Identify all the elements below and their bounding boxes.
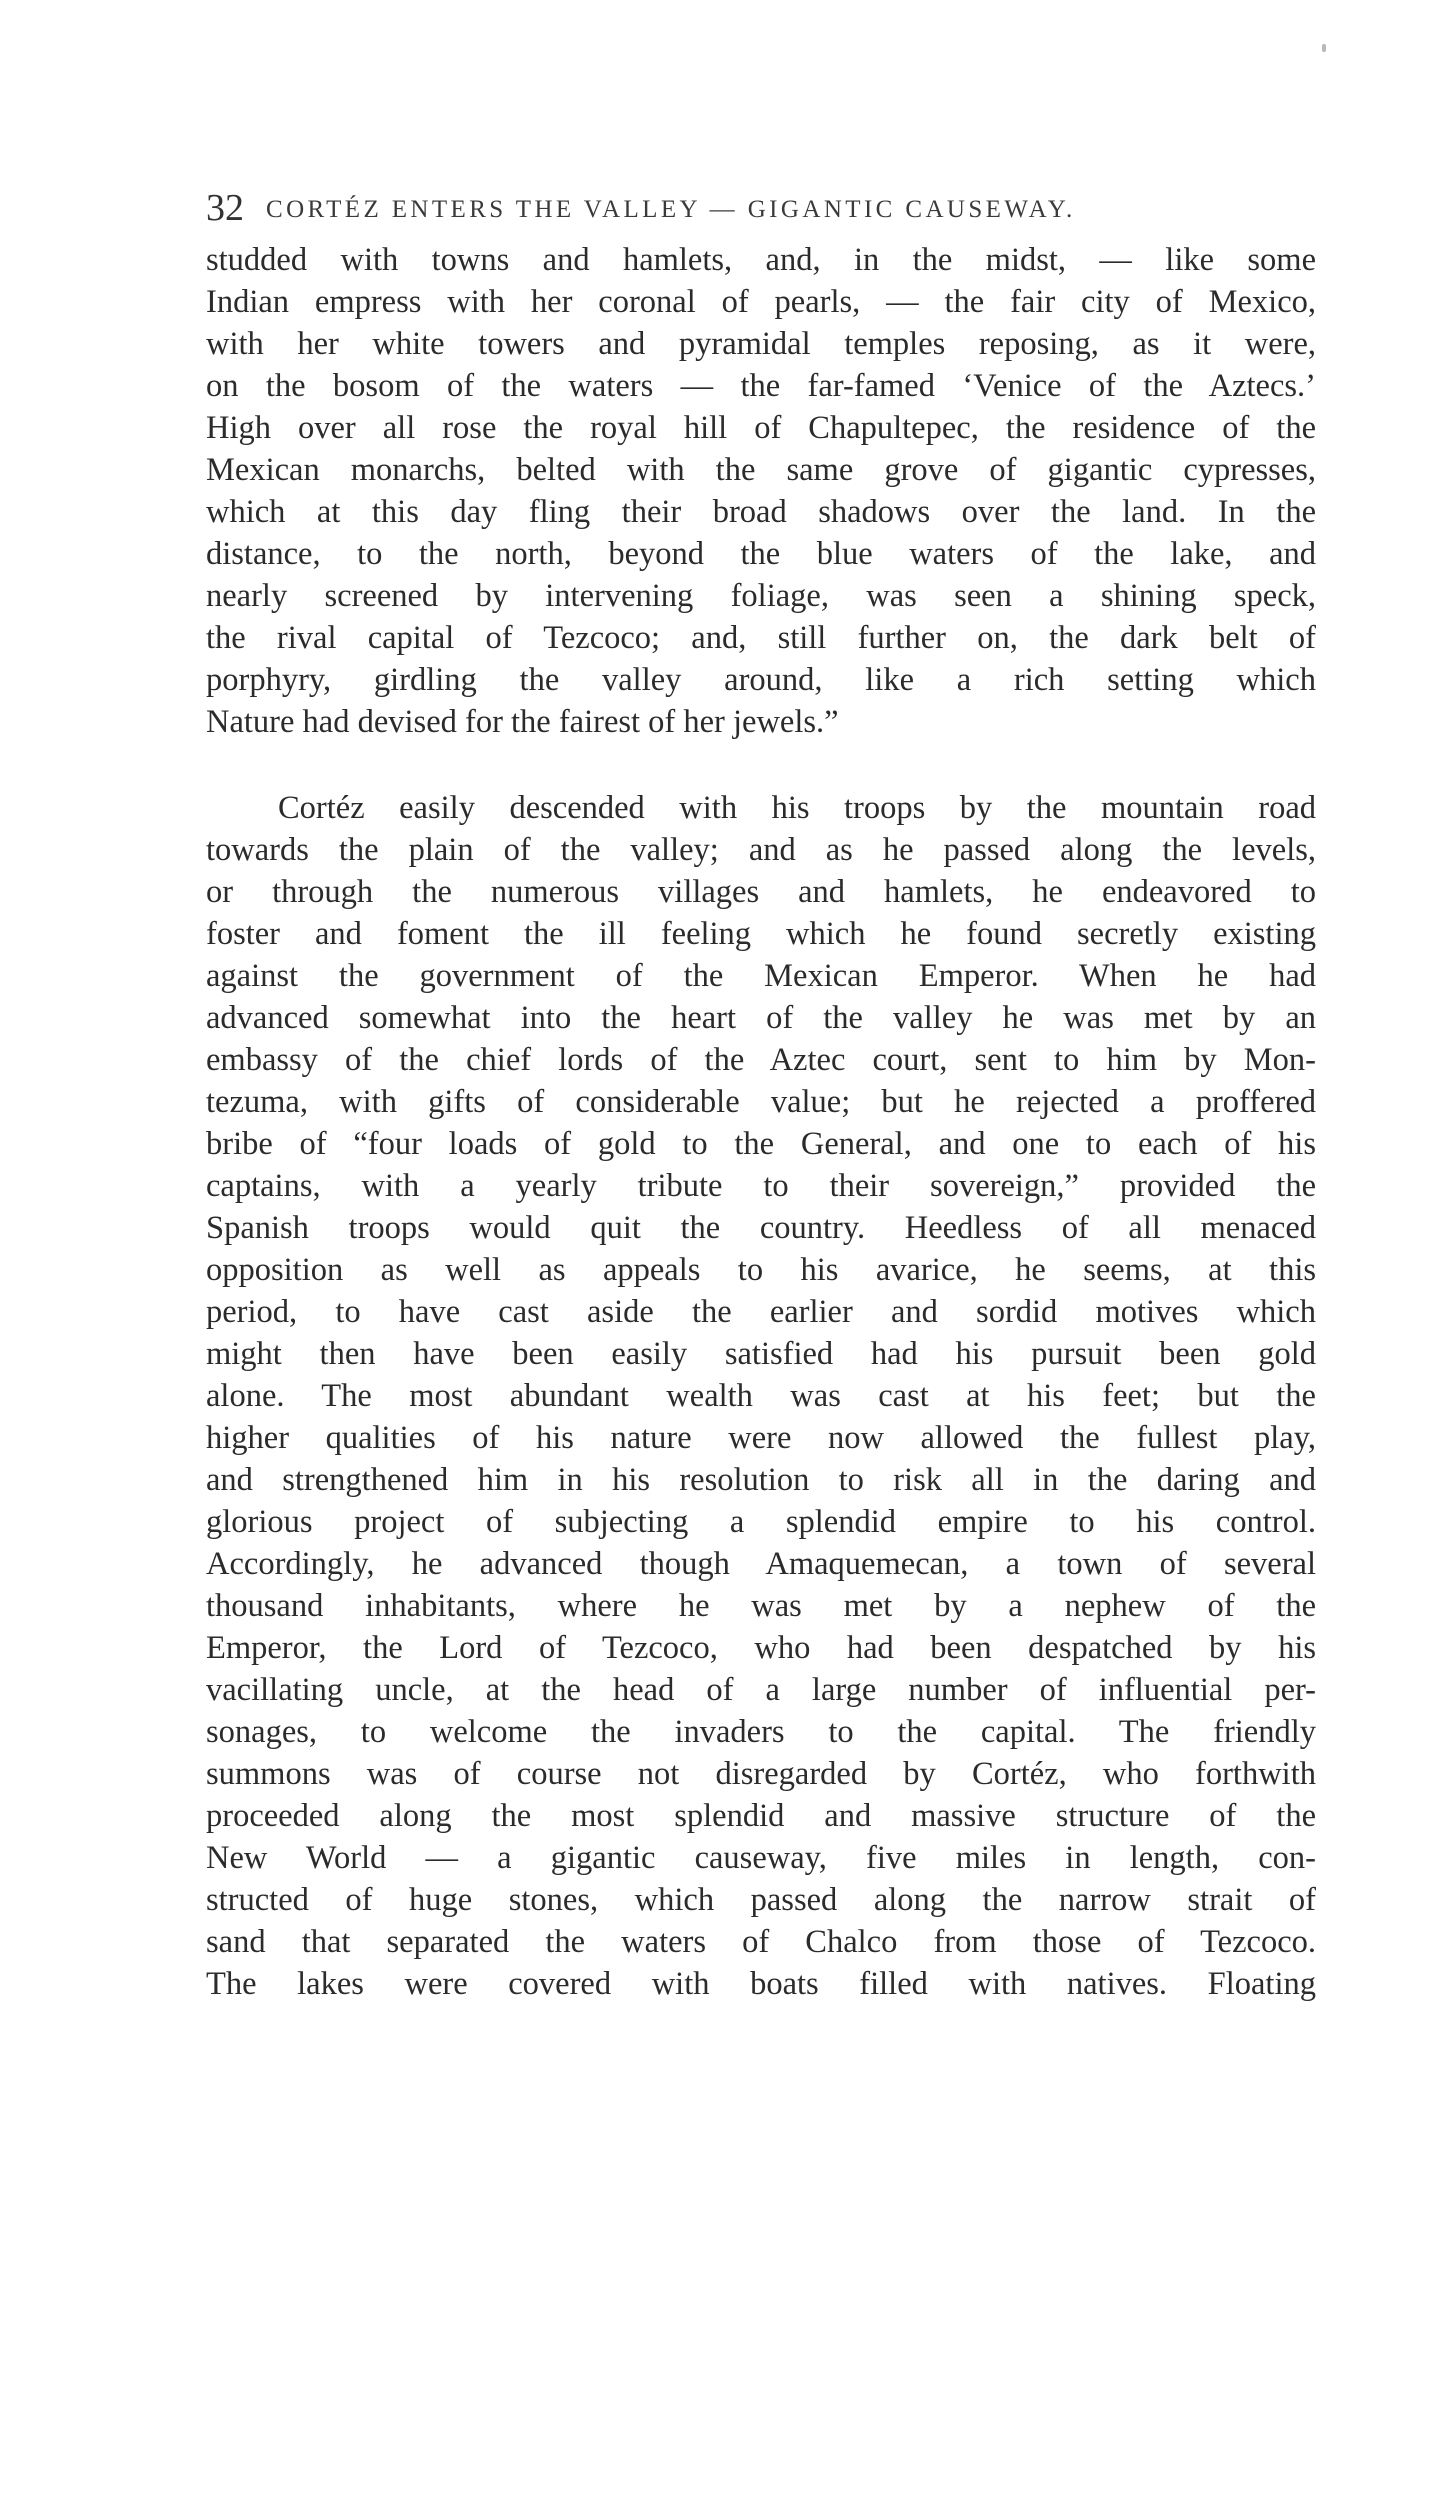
text-line: Indian empress with her coronal of pearls, — the fair city of Mexico, xyxy=(206,284,1316,320)
text-line: against the government of the Mexican Emperor. When he had xyxy=(206,958,1316,994)
text-line: The lakes were covered with boats filled with natives. Floating xyxy=(206,1966,1316,2002)
running-head: CORTÉZ ENTERS THE VALLEY — GIGANTIC CAUSEWAY. xyxy=(266,196,1076,223)
text-line: sand that separated the waters of Chalco from those of Tezcoco. xyxy=(206,1924,1316,1960)
text-line: glorious project of subjecting a splendid empire to his control. xyxy=(206,1504,1316,1540)
text-line: might then have been easily satisfied had his pursuit been gold xyxy=(206,1336,1316,1372)
text-line: sonages, to welcome the invaders to the capital. The friendly xyxy=(206,1714,1316,1750)
text-line: Spanish troops would quit the country. Heedless of all menaced xyxy=(206,1210,1316,1246)
text-line: tezuma, with gifts of considerable value; but he rejected a proffered xyxy=(206,1084,1316,1120)
text-line: thousand inhabitants, where he was met by a nephew of the xyxy=(206,1588,1316,1624)
text-line: porphyry, girdling the valley around, like a rich setting which xyxy=(206,662,1316,698)
text-line: the rival capital of Tezcoco; and, still further on, the dark belt of xyxy=(206,620,1316,656)
text-line: which at this day fling their broad shadows over the land. In the xyxy=(206,494,1316,530)
text-line: proceeded along the most splendid and massive structure of the xyxy=(206,1798,1316,1834)
scan-speck xyxy=(1322,44,1326,52)
text-line: embassy of the chief lords of the Aztec court, sent to him by Mon- xyxy=(206,1042,1316,1078)
text-line: Accordingly, he advanced though Amaquemecan, a town of several xyxy=(206,1546,1316,1582)
text-line: period, to have cast aside the earlier and sordid motives which xyxy=(206,1294,1316,1330)
text-line: Emperor, the Lord of Tezcoco, who had been despatched by his xyxy=(206,1630,1316,1666)
page-number: 32 xyxy=(206,187,244,229)
text-line: with her white towers and pyramidal temples reposing, as it were, xyxy=(206,326,1316,362)
text-line: Cortéz easily descended with his troops by the mountain road xyxy=(278,790,1316,826)
text-line: distance, to the north, beyond the blue waters of the lake, and xyxy=(206,536,1316,572)
text-line: structed of huge stones, which passed along the narrow strait of xyxy=(206,1882,1316,1918)
text-line: and strengthened him in his resolution to risk all in the daring and xyxy=(206,1462,1316,1498)
text-line: summons was of course not disregarded by Cortéz, who forthwith xyxy=(206,1756,1316,1792)
text-line: bribe of “four loads of gold to the General, and one to each of his xyxy=(206,1126,1316,1162)
text-line: captains, with a yearly tribute to their sovereign,” provided the xyxy=(206,1168,1316,1204)
page-header xyxy=(206,186,1306,230)
text-line: on the bosom of the waters — the far-famed ‘Venice of the Aztecs.’ xyxy=(206,368,1316,404)
text-line: or through the numerous villages and hamlets, he endeavored to xyxy=(206,874,1316,910)
text-line: opposition as well as appeals to his avarice, he seems, at this xyxy=(206,1252,1316,1288)
text-line: vacillating uncle, at the head of a large number of influential per- xyxy=(206,1672,1316,1708)
text-line: foster and foment the ill feeling which he found secretly existing xyxy=(206,916,1316,952)
text-line: Mexican monarchs, belted with the same grove of gigantic cypresses, xyxy=(206,452,1316,488)
text-line: New World — a gigantic causeway, five miles in length, con- xyxy=(206,1840,1316,1876)
text-line: alone. The most abundant wealth was cast at his feet; but the xyxy=(206,1378,1316,1414)
text-line: Nature had devised for the fairest of her jewels.” xyxy=(206,704,839,740)
text-line: High over all rose the royal hill of Chapultepec, the residence of the xyxy=(206,410,1316,446)
text-line: advanced somewhat into the heart of the valley he was met by an xyxy=(206,1000,1316,1036)
text-line: studded with towns and hamlets, and, in the midst, — like some xyxy=(206,242,1316,278)
text-line: higher qualities of his nature were now allowed the fullest play, xyxy=(206,1420,1316,1456)
text-line: towards the plain of the valley; and as he passed along the levels, xyxy=(206,832,1316,868)
text-line: nearly screened by intervening foliage, was seen a shining speck, xyxy=(206,578,1316,614)
